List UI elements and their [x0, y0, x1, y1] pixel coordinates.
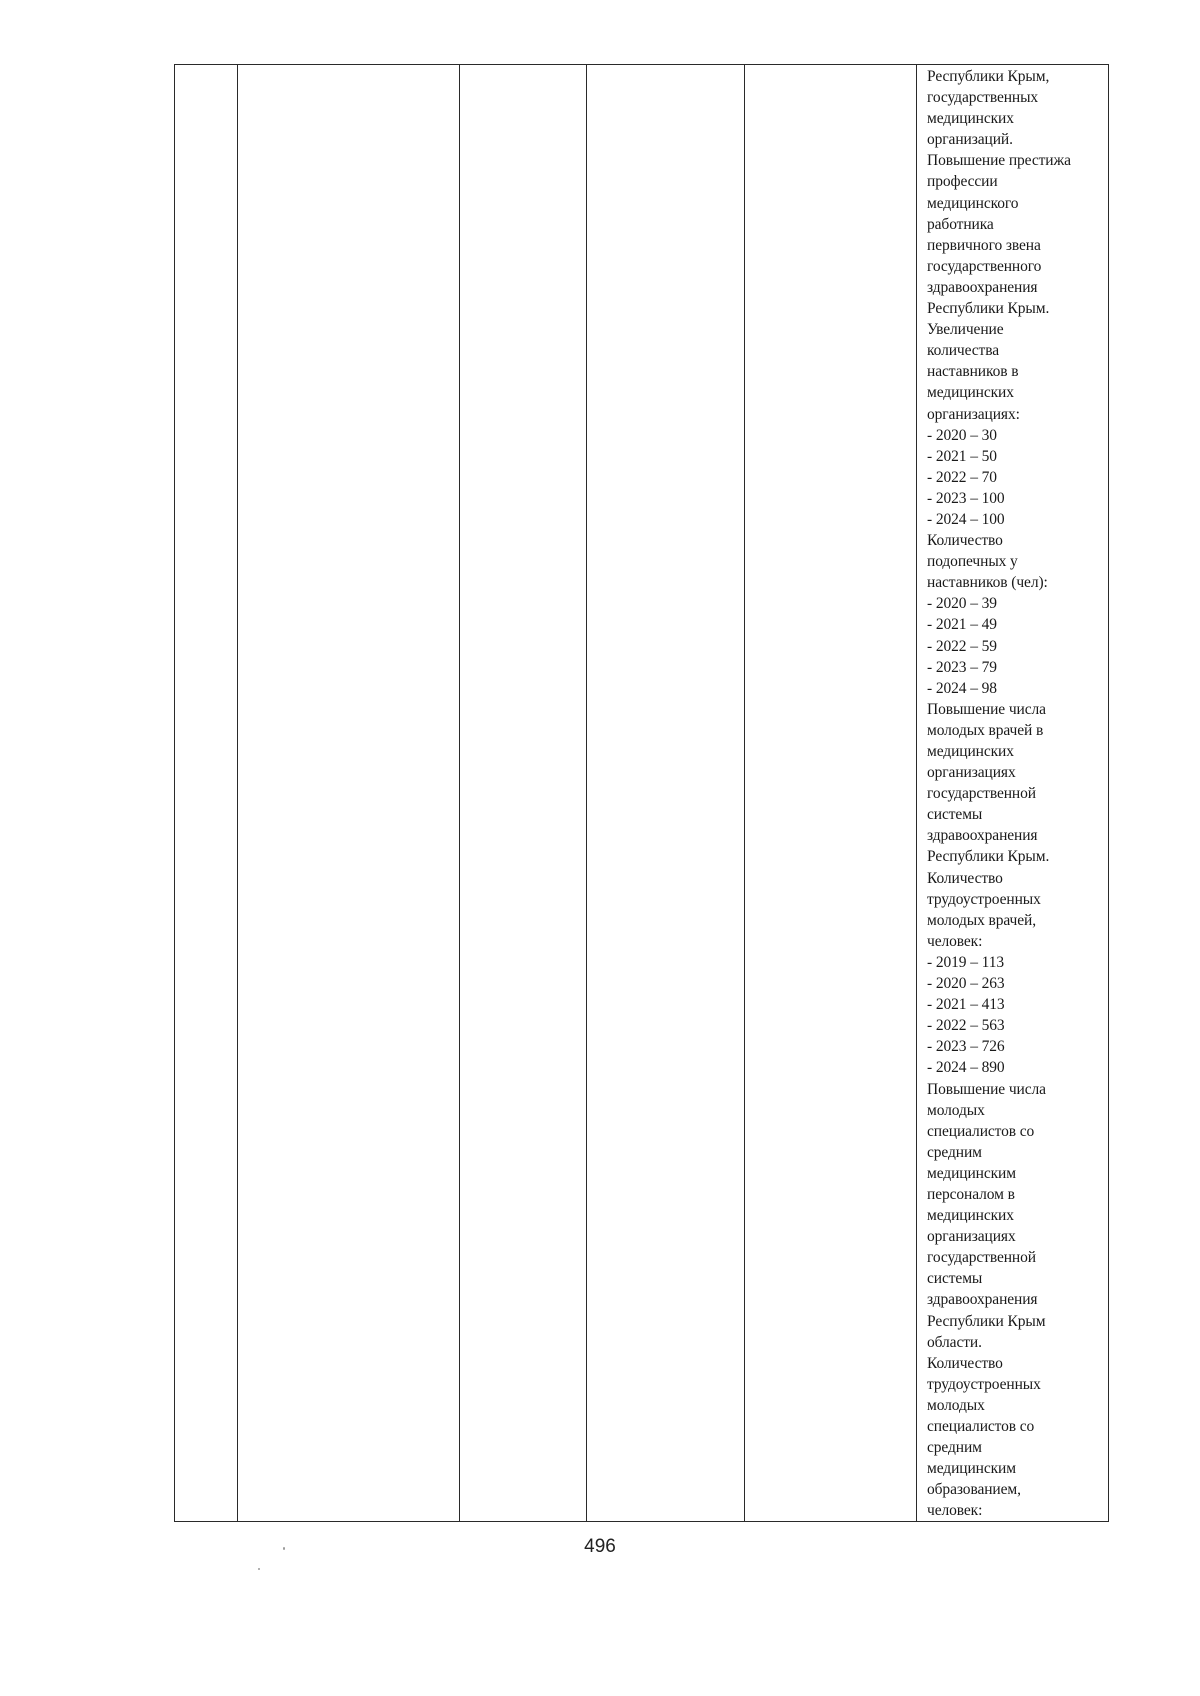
- indicator-line: специалистов со: [927, 1122, 1035, 1140]
- page-number: 496: [584, 1536, 616, 1557]
- indicator-line: Повышение числа: [927, 700, 1046, 718]
- indicator-line: Количество: [927, 532, 1003, 550]
- indicator-line: Увеличение: [927, 321, 1004, 339]
- indicator-line: молодых врачей,: [927, 911, 1036, 929]
- indicator-line: - 2023 – 726: [927, 1038, 1005, 1056]
- indicator-line: организаций.: [927, 131, 1013, 149]
- indicator-line: средним: [927, 1143, 982, 1161]
- indicator-line: организациях:: [927, 405, 1020, 423]
- indicator-line: - 2020 – 30: [927, 426, 997, 444]
- indicator-line: трудоустроенных: [927, 1375, 1041, 1393]
- indicator-line: Республики Крым,: [927, 68, 1050, 85]
- indicator-line: Повышение числа: [927, 1080, 1046, 1098]
- indicator-line: наставников (чел):: [927, 574, 1048, 592]
- table-cell-empty: [745, 65, 917, 1522]
- indicator-line: молодых врачей в: [927, 721, 1044, 739]
- indicator-line: молодых: [927, 1396, 985, 1414]
- table-cell-empty: [238, 65, 460, 1522]
- indicator-line: - 2023 – 100: [927, 489, 1005, 507]
- indicator-line: системы: [927, 1270, 983, 1288]
- indicator-line: здравоохранения: [927, 827, 1038, 845]
- indicator-line: здравоохранения: [927, 278, 1038, 296]
- indicator-line: Республики Крым: [927, 1312, 1046, 1330]
- indicator-line: образованием,: [927, 1481, 1021, 1499]
- table-row: [175, 65, 1109, 1522]
- indicator-line: организациях: [927, 1228, 1016, 1246]
- indicator-line: Республики Крым.: [927, 848, 1050, 866]
- indicator-line: количества: [927, 342, 1000, 360]
- indicator-line: медицинских: [927, 743, 1014, 760]
- indicator-line: медицинским: [927, 1164, 1016, 1182]
- indicator-line: - 2021 – 50: [927, 447, 997, 465]
- indicator-line: - 2024 – 98: [927, 679, 997, 697]
- indicator-line: государственных: [927, 89, 1039, 107]
- indicator-line: Повышение престижа: [927, 152, 1071, 170]
- indicator-line: работника: [927, 215, 994, 233]
- indicator-line: системы: [927, 806, 983, 824]
- indicator-line: - 2021 – 413: [927, 996, 1005, 1014]
- indicator-line: профессии: [927, 173, 998, 191]
- table-cell-indicators: [917, 65, 1109, 1522]
- indicator-line: - 2022 – 563: [927, 1017, 1005, 1035]
- indicator-line: - 2020 – 39: [927, 595, 997, 613]
- indicator-line: медицинским: [927, 1460, 1016, 1478]
- scan-speck: [283, 1547, 285, 1550]
- table-cell-empty: [587, 65, 745, 1522]
- indicator-line: медицинских: [927, 384, 1014, 402]
- table-cell-empty: [175, 65, 238, 1522]
- indicator-line: - 2024 – 100: [927, 510, 1005, 528]
- indicator-line: человек:: [927, 932, 983, 950]
- indicator-line: первичного звена: [927, 236, 1041, 254]
- indicator-line: - 2021 – 49: [927, 616, 997, 634]
- indicator-line: государственной: [927, 1249, 1036, 1267]
- indicator-line: подопечных у: [927, 553, 1018, 571]
- indicator-line: - 2024 – 890: [927, 1059, 1005, 1077]
- document-table: [174, 64, 1109, 1522]
- indicator-line: - 2023 – 79: [927, 658, 997, 676]
- indicator-line: - 2020 – 263: [927, 975, 1005, 993]
- table-cell-empty: [460, 65, 587, 1522]
- indicator-line: человек:: [927, 1502, 983, 1520]
- indicator-line: - 2022 – 70: [927, 468, 997, 486]
- indicators-text: [917, 65, 1108, 1521]
- indicator-line: Количество: [927, 1354, 1003, 1372]
- scan-speck: [258, 1568, 260, 1570]
- indicator-line: медицинского: [927, 194, 1019, 212]
- indicator-line: государственной: [927, 785, 1036, 803]
- indicator-line: - 2019 – 113: [927, 953, 1005, 971]
- indicator-line: здравоохранения: [927, 1291, 1038, 1309]
- indicator-line: Республики Крым.: [927, 300, 1050, 318]
- indicator-line: организациях: [927, 764, 1016, 782]
- indicator-line: государственного: [927, 257, 1042, 275]
- indicator-line: - 2022 – 59: [927, 637, 997, 655]
- indicator-line: области.: [927, 1333, 982, 1351]
- indicator-line: средним: [927, 1439, 982, 1457]
- indicator-line: молодых: [927, 1101, 985, 1119]
- indicator-line: специалистов со: [927, 1418, 1035, 1435]
- indicator-line: трудоустроенных: [927, 890, 1041, 908]
- indicator-line: Количество: [927, 869, 1003, 887]
- indicator-line: персоналом в: [927, 1185, 1015, 1203]
- indicator-line: наставников в: [927, 363, 1019, 381]
- indicator-line: медицинских: [927, 1207, 1014, 1225]
- indicator-line: медицинских: [927, 110, 1014, 128]
